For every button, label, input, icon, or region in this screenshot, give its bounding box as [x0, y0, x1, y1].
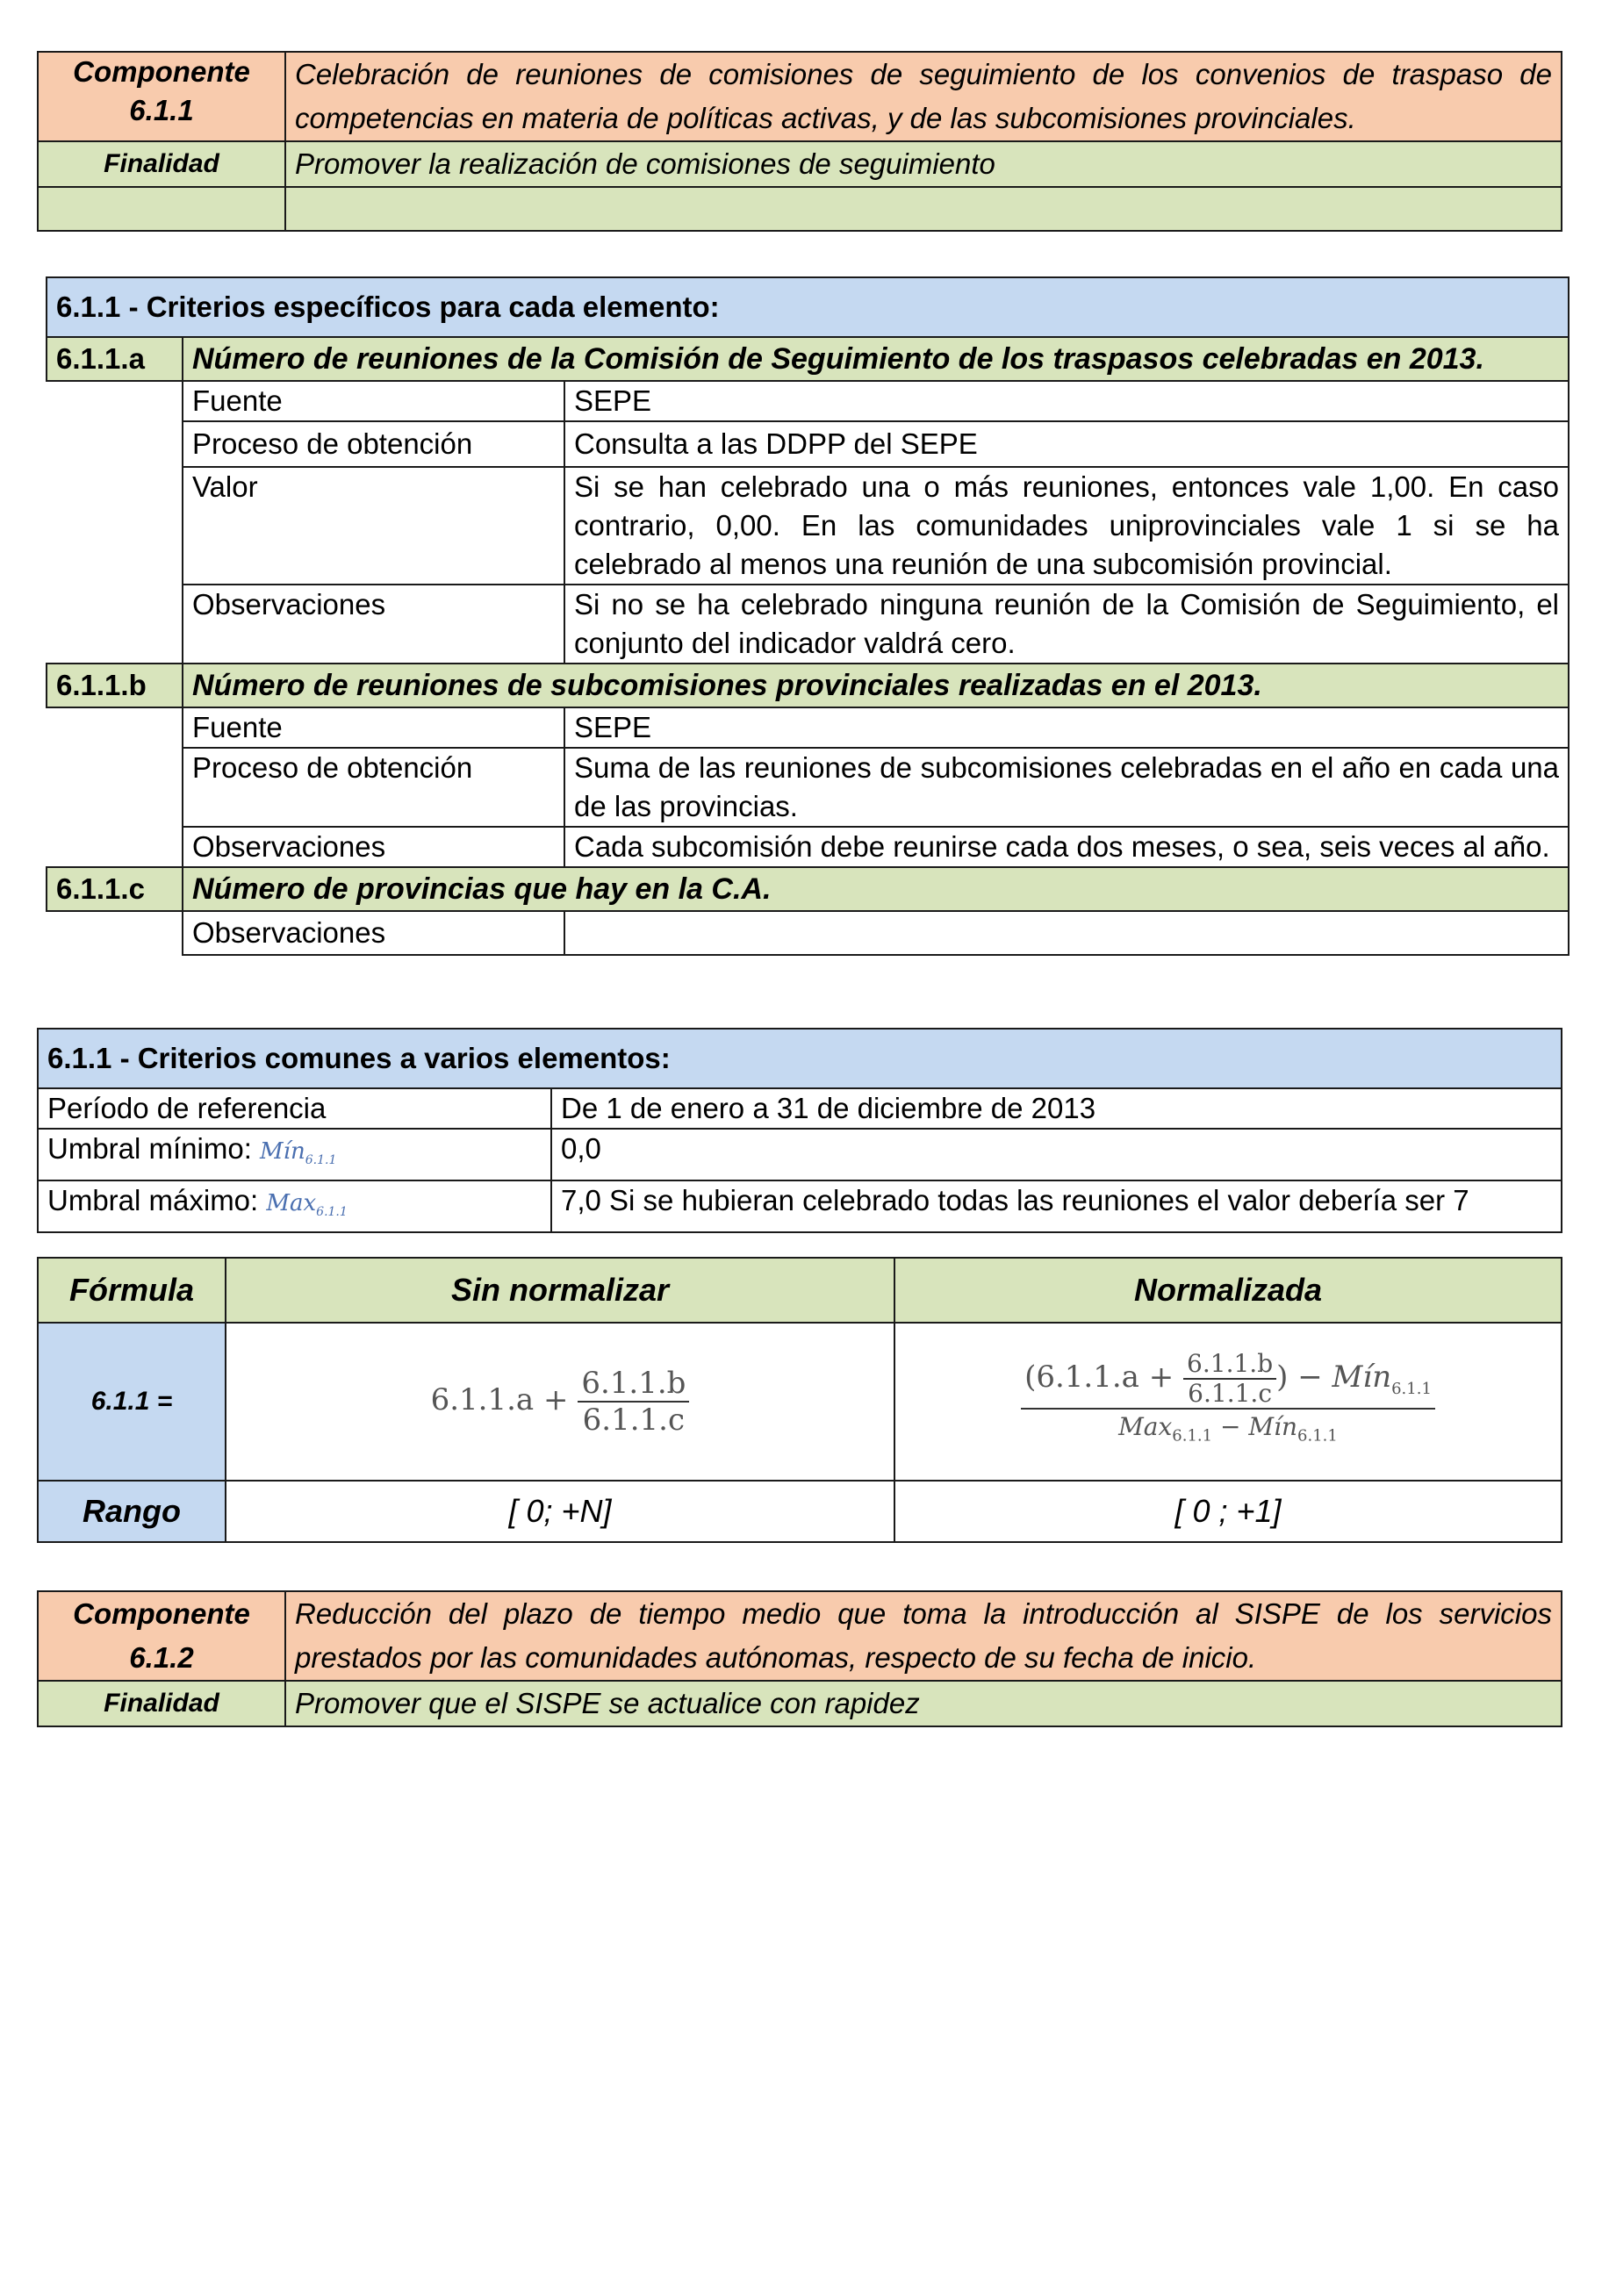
min-sub: 6.1.1	[1391, 1379, 1432, 1398]
term-a: 6.1.1.a	[1036, 1359, 1139, 1395]
empty-cell	[38, 187, 285, 231]
row-key: Proceso de obtención	[183, 421, 564, 467]
umbral-maximo-text: Umbral máximo:	[47, 1184, 259, 1217]
spacer	[47, 911, 183, 955]
header-formula: Fórmula	[38, 1258, 226, 1323]
row-value: Suma de las reuniones de subcomisiones celebradas en el año en cada una de las provincias.	[564, 748, 1569, 827]
row-key: Valor	[183, 467, 564, 585]
denominator: 6.1.1.c	[1188, 1378, 1272, 1408]
row-key: Observaciones	[183, 911, 564, 955]
finalidad-value: Promover la realización de comisiones de seguimiento	[285, 141, 1562, 187]
criterios-especificos-table	[46, 276, 1569, 956]
component-label-text: Componente 6.1.1	[73, 55, 250, 126]
normalized-fraction	[1021, 1350, 1435, 1454]
max-symbol: Max	[1118, 1411, 1173, 1441]
row-key: Fuente	[183, 381, 564, 421]
normalized-denominator	[1021, 1410, 1435, 1454]
section-title: 6.1.1 - Criterios comunes a varios elementos:	[38, 1029, 1562, 1088]
finalidad-label: Finalidad	[38, 1681, 285, 1726]
row-value: Si no se ha celebrado ninguna reunión de la Comisión de Seguimiento, el conjunto del indicador valdrá cero.	[564, 585, 1569, 664]
min-symbol-text: Mín	[260, 1138, 305, 1165]
minus-sign: −	[1220, 1411, 1241, 1441]
umbral-minimo-label	[38, 1129, 551, 1180]
periodo-label: Período de referencia	[38, 1088, 551, 1129]
rango-normalizada: [ 0 ; +1]	[894, 1481, 1562, 1542]
max-symbol-sub: 6.1.1	[316, 1205, 348, 1220]
max-sub: 6.1.1	[1172, 1426, 1213, 1446]
max-symbol	[266, 1190, 348, 1220]
min-symbol: Mín	[1332, 1359, 1392, 1395]
formula-sin-normalizar	[226, 1323, 894, 1481]
normalized-numerator: (6.1.1.a + $\frac{6.1.1.b}{6.1.1.c}$ ) − Mín$_{6.1.1}$	[1021, 1350, 1435, 1410]
empty-cell	[285, 187, 1562, 231]
row-key: Observaciones	[183, 827, 564, 867]
umbral-minimo-text: Umbral mínimo:	[47, 1132, 252, 1165]
rango-label: Rango	[38, 1481, 226, 1542]
component-6-1-2-table	[37, 1590, 1562, 1727]
numerator: 6.1.1.b	[578, 1366, 689, 1403]
fraction	[578, 1366, 689, 1438]
row-value	[564, 911, 1569, 955]
spacer	[47, 707, 183, 867]
criterios-comunes-table	[37, 1028, 1562, 1233]
plus-sign: +	[1148, 1359, 1174, 1395]
finalidad-value: Promover que el SISPE se actualice con rapidez	[285, 1681, 1562, 1726]
element-code-b: 6.1.1.b	[47, 664, 183, 707]
formula-normalizada	[894, 1323, 1562, 1481]
element-title-a: Número de reuniones de la Comisión de Seguimiento de los traspasos celebradas en 2013.	[183, 337, 1569, 381]
min-symbol	[260, 1138, 337, 1168]
denominator: 6.1.1.c	[582, 1403, 686, 1438]
spacer	[47, 381, 183, 664]
formula-expression	[430, 1366, 690, 1438]
umbral-minimo-value: 0,0	[551, 1129, 1562, 1180]
max-symbol-text: Max	[266, 1190, 317, 1217]
min-symbol-sub: 6.1.1	[305, 1153, 337, 1168]
periodo-value: De 1 de enero a 31 de diciembre de 2013	[551, 1088, 1562, 1129]
element-title-c: Número de provincias que hay en la C.A.	[183, 867, 1569, 911]
component-label	[38, 52, 285, 141]
umbral-maximo-label	[38, 1180, 551, 1232]
row-key: Proceso de obtención	[183, 748, 564, 827]
element-code-c: 6.1.1.c	[47, 867, 183, 911]
row-key: Observaciones	[183, 585, 564, 664]
row-value: SEPE	[564, 707, 1569, 748]
row-value: Si se han celebrado una o más reuniones, entonces vale 1,00. En caso contrario, 0,00. En las comunidades uniprovinciales vale 1 si se ha celebrado al menos una reunión de una subcomisión provincial.	[564, 467, 1569, 585]
row-value: Consulta a las DDPP del SEPE	[564, 421, 1569, 467]
rango-sin-normalizar: [ 0; +N]	[226, 1481, 894, 1542]
component-6-1-1-table	[37, 51, 1562, 232]
section-title: 6.1.1 - Criterios específicos para cada elemento:	[47, 277, 1569, 337]
formula-table	[37, 1257, 1562, 1543]
row-value: Cada subcomisión debe reunirse cada dos meses, o sea, seis veces al año.	[564, 827, 1569, 867]
plus-sign: +	[543, 1382, 569, 1417]
numerator: 6.1.1.b	[1183, 1350, 1276, 1380]
formula-row-label: 6.1.1 =	[38, 1323, 226, 1481]
component-description: Reducción del plazo de tiempo medio que toma la introducción al SISPE de los servicios prestados por las comunidades autónomas, respecto de su fecha de inicio.	[285, 1591, 1562, 1681]
row-value: SEPE	[564, 381, 1569, 421]
min-symbol: Mín	[1248, 1411, 1298, 1441]
umbral-maximo-value: 7,0 Si se hubieran celebrado todas las reuniones el valor debería ser 7	[551, 1180, 1562, 1232]
term-a: 6.1.1.a	[430, 1382, 535, 1417]
inner-fraction	[1183, 1350, 1276, 1408]
row-key: Fuente	[183, 707, 564, 748]
header-normalizada: Normalizada	[894, 1258, 1562, 1323]
minus-sign: −	[1297, 1359, 1323, 1395]
finalidad-label: Finalidad	[38, 141, 285, 187]
component-description: Celebración de reuniones de comisiones de seguimiento de los convenios de traspaso de competencias en materia de políticas activas, y de las subcomisiones provinciales.	[285, 52, 1562, 141]
header-sin-normalizar: Sin normalizar	[226, 1258, 894, 1323]
element-code-a: 6.1.1.a	[47, 337, 183, 381]
min-sub: 6.1.1	[1297, 1426, 1338, 1446]
component-label: Componente 6.1.2	[38, 1591, 285, 1681]
element-title-b: Número de reuniones de subcomisiones provinciales realizadas en el 2013.	[183, 664, 1569, 707]
